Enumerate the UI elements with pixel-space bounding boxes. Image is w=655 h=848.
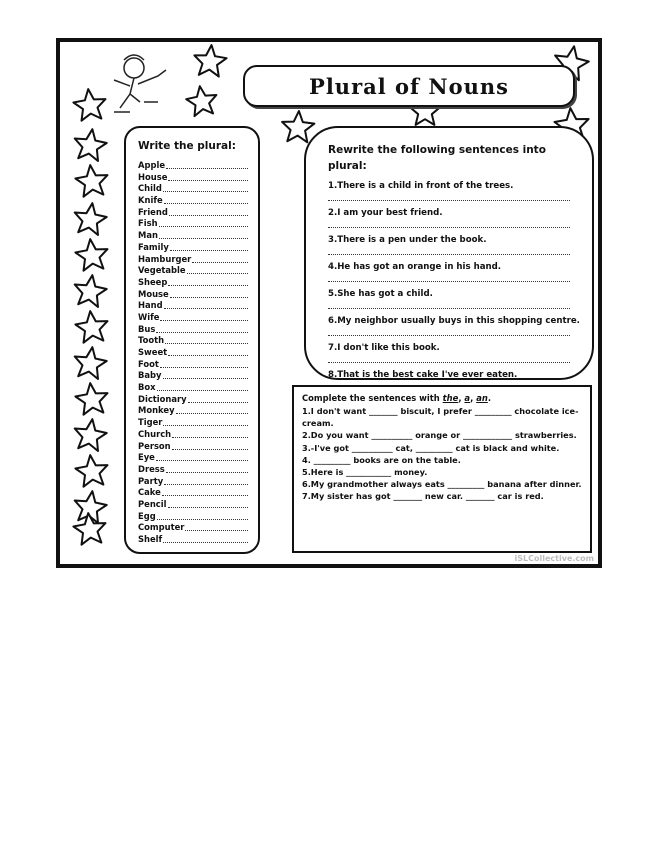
answer-line[interactable] xyxy=(185,522,248,531)
answer-line[interactable] xyxy=(166,464,248,473)
separator: , xyxy=(470,393,477,403)
answer-line[interactable] xyxy=(163,534,248,543)
worksheet-title: Plural of Nouns xyxy=(309,73,509,99)
answer-line[interactable] xyxy=(164,300,248,309)
star-icon xyxy=(75,455,107,487)
plural-word-item xyxy=(138,195,258,207)
separator: , xyxy=(458,393,465,403)
plural-word-item xyxy=(138,522,258,534)
plural-word-item xyxy=(138,359,258,371)
plural-word: Person xyxy=(138,440,171,451)
articles-panel xyxy=(292,385,592,553)
plural-word: Church xyxy=(138,428,172,439)
answer-line[interactable] xyxy=(160,359,248,368)
answer-line[interactable] xyxy=(156,324,248,333)
plural-word-item xyxy=(138,335,258,347)
fill-in-sentence: 7.My sister has got _______ new car. _______ car is red. xyxy=(302,491,544,502)
plural-word-item xyxy=(138,265,258,277)
plural-word: Sweet xyxy=(138,347,168,357)
answer-line[interactable] xyxy=(192,254,248,263)
answer-line[interactable] xyxy=(163,417,248,426)
answer-line[interactable] xyxy=(328,219,570,228)
plural-word: Tiger xyxy=(138,417,163,428)
plural-word-item xyxy=(138,405,258,417)
answer-line[interactable] xyxy=(328,300,570,309)
answer-line[interactable] xyxy=(328,273,570,282)
answer-line[interactable] xyxy=(328,192,570,201)
sentence: 7.I don't like this book. xyxy=(328,343,440,353)
plural-word-item xyxy=(138,441,258,453)
answer-line[interactable] xyxy=(172,429,248,438)
star-icon xyxy=(186,86,216,116)
plural-word-item xyxy=(138,160,258,172)
plural-word: Dictionary xyxy=(138,393,187,404)
rewrite-sentences-panel xyxy=(304,126,594,380)
plural-word-list xyxy=(138,160,258,546)
answer-line[interactable] xyxy=(164,195,248,204)
plural-word-item xyxy=(138,218,258,230)
articles-instruction xyxy=(302,392,582,404)
answer-line[interactable] xyxy=(328,246,570,255)
plural-word: Egg xyxy=(138,510,156,521)
sentence: 6.My neighbor usually buys in this shopping centre. xyxy=(328,316,580,326)
plural-word: Sheep xyxy=(138,276,168,287)
answer-line[interactable] xyxy=(172,441,248,450)
sentence: 4.He has got an orange in his hand. xyxy=(328,262,502,272)
star-icon xyxy=(75,419,107,451)
sentence: 2.I am your best friend. xyxy=(328,208,443,218)
plural-word: Box xyxy=(138,382,156,393)
plural-word-item xyxy=(138,300,258,312)
plural-word: Fish xyxy=(138,218,158,229)
answer-line[interactable] xyxy=(164,476,248,485)
plural-word-item xyxy=(138,487,258,499)
plural-word-item xyxy=(138,289,258,301)
sentence: 3.There is a pen under the book. xyxy=(328,235,487,245)
write-plural-panel xyxy=(124,126,260,554)
plural-word: Dress xyxy=(138,463,165,474)
answer-line[interactable] xyxy=(157,511,248,520)
plural-word-item xyxy=(138,382,258,394)
plural-word: Mouse xyxy=(138,288,169,299)
plural-word-item xyxy=(138,347,258,359)
plural-word-item xyxy=(138,476,258,488)
rewrite-heading: Rewrite the following sentences into plural: xyxy=(328,144,546,172)
answer-line[interactable] xyxy=(165,335,248,344)
plural-word-item xyxy=(138,452,258,464)
plural-word: Family xyxy=(138,241,169,252)
article-option-an: an xyxy=(476,393,488,403)
star-icon xyxy=(75,203,107,235)
answer-line[interactable] xyxy=(169,207,248,216)
star-icon xyxy=(75,311,107,343)
watermark: iSLCollective.com xyxy=(514,554,594,563)
plural-word: Friend xyxy=(138,206,168,217)
worksheet xyxy=(56,38,602,568)
plural-word: Eye xyxy=(138,452,155,463)
plural-word-item xyxy=(138,417,258,429)
article-option-the: the xyxy=(442,393,459,403)
plural-word: Tooth xyxy=(138,335,165,346)
answer-line[interactable] xyxy=(156,452,248,461)
write-plural-heading: Write the plural: xyxy=(138,140,236,152)
fill-in-sentence: 2.Do you want __________ orange or ____________ strawberries. xyxy=(302,430,577,441)
plural-word: Shelf xyxy=(138,534,163,544)
plural-word: Foot xyxy=(138,358,159,369)
plural-word-item xyxy=(138,242,258,254)
plural-word-item xyxy=(138,499,258,511)
star-icon xyxy=(75,275,107,307)
plural-word: Baby xyxy=(138,370,162,381)
plural-word: Pencil xyxy=(138,498,167,509)
answer-line[interactable] xyxy=(170,289,248,298)
plural-word-item xyxy=(138,312,258,324)
sentence: 1.There is a child in front of the trees. xyxy=(328,181,514,191)
answer-line[interactable] xyxy=(162,487,248,496)
answer-line[interactable] xyxy=(170,242,248,251)
answer-line[interactable] xyxy=(187,265,248,274)
plural-word-item xyxy=(138,207,258,219)
plural-word-item xyxy=(138,254,258,266)
star-icon xyxy=(75,383,107,415)
fill-blank-list xyxy=(302,405,582,503)
answer-line[interactable] xyxy=(168,347,248,356)
plural-word-item xyxy=(138,534,258,546)
plural-word: Apple xyxy=(138,160,166,170)
plural-word-item xyxy=(138,429,258,441)
plural-word: Wife xyxy=(138,311,160,322)
star-icon xyxy=(75,239,107,271)
plural-word-item xyxy=(138,230,258,242)
fill-in-sentence: 5.Here is ___________ money. xyxy=(302,467,428,478)
sentence: 8.That is the best cake I've ever eaten. xyxy=(328,370,518,380)
fill-in-sentence: 6.My grandmother always eats _________ banana after dinner. xyxy=(302,479,582,490)
answer-line[interactable] xyxy=(157,382,248,391)
answer-line[interactable] xyxy=(168,172,248,181)
plural-word-item xyxy=(138,370,258,382)
answer-line[interactable] xyxy=(328,327,570,336)
article-option-a: a xyxy=(464,393,471,403)
plural-word-item xyxy=(138,324,258,336)
sentence-list xyxy=(328,180,580,390)
star-icon xyxy=(282,111,314,142)
answer-line[interactable] xyxy=(168,277,248,286)
plural-word-item xyxy=(138,183,258,195)
answer-line[interactable] xyxy=(159,218,248,227)
star-icon xyxy=(75,347,107,379)
plural-word: Monkey xyxy=(138,405,175,416)
answer-line[interactable] xyxy=(163,370,249,379)
answer-line[interactable] xyxy=(188,394,248,403)
answer-line[interactable] xyxy=(166,160,248,169)
answer-line[interactable] xyxy=(168,499,249,508)
answer-line[interactable] xyxy=(160,312,248,321)
answer-line[interactable] xyxy=(328,354,570,363)
skater-illustration xyxy=(114,55,166,112)
sentence: 5.She has got a child. xyxy=(328,289,433,299)
plural-word-item xyxy=(138,464,258,476)
plural-word: Vegetable xyxy=(138,265,186,276)
star-icon xyxy=(194,45,226,77)
plural-word: Hand xyxy=(138,300,163,311)
answer-line[interactable] xyxy=(163,183,248,192)
plural-word: Bus xyxy=(138,323,156,334)
answer-line[interactable] xyxy=(159,230,248,239)
plural-word: House xyxy=(138,171,168,182)
plural-word: Child xyxy=(138,183,162,194)
plural-word: Hamburger xyxy=(138,253,192,264)
plural-word: Man xyxy=(138,230,158,241)
title-banner xyxy=(243,65,575,107)
plural-word-item xyxy=(138,172,258,184)
plural-word: Party xyxy=(138,475,164,486)
star-icon xyxy=(75,129,107,161)
instruction-end: . xyxy=(487,393,491,403)
answer-line[interactable] xyxy=(176,405,248,414)
plural-word-item xyxy=(138,277,258,289)
fill-in-sentence: 1.I don't want _______ biscuit, I prefer _________ chocolate ice-cream. xyxy=(302,406,579,429)
plural-word-item xyxy=(138,511,258,523)
star-icon xyxy=(75,165,107,197)
plural-word-item xyxy=(138,394,258,406)
plural-word: Computer xyxy=(138,522,185,533)
instruction-text: Complete the sentences with xyxy=(302,393,443,403)
star-icon xyxy=(73,89,105,121)
plural-word: Cake xyxy=(138,487,161,498)
plural-word: Knife xyxy=(138,195,163,206)
fill-in-sentence: 4. _________ books are on the table. xyxy=(302,454,461,465)
fill-in-sentence: 3.-I've got __________ cat, _________ cat is black and white. xyxy=(302,442,560,453)
